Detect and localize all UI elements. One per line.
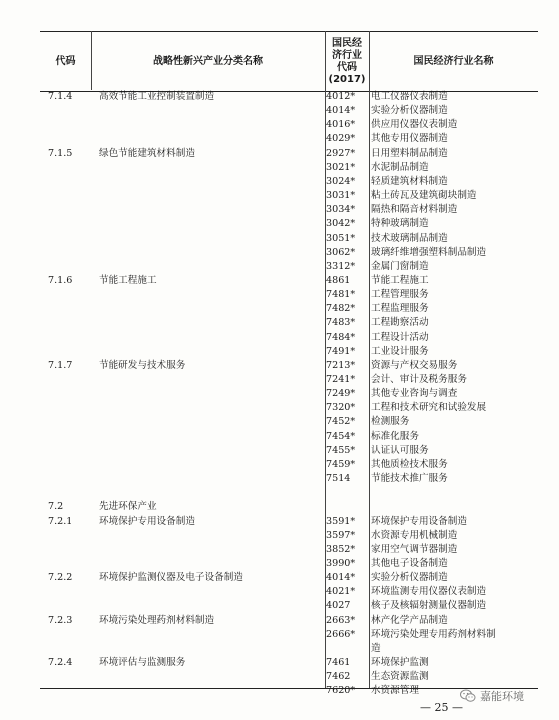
header-industry-code-line: 代码 — [337, 61, 357, 73]
row-industry-code: 7481* — [326, 289, 356, 301]
table-row — [40, 656, 538, 670]
header-industry-code — [325, 32, 369, 91]
row-industry-code: 2666* — [326, 628, 356, 640]
row-industry-code: 4014* — [326, 105, 356, 117]
row-code: 7.1.7 — [48, 359, 73, 371]
row-category: 先进环保产业 — [99, 501, 157, 513]
table-row — [40, 246, 538, 260]
row-category: 节能研发与技术服务 — [99, 359, 186, 371]
row-industry-code: 4861 — [326, 274, 351, 286]
header-category: 战略性新兴产业分类名称 — [153, 55, 263, 67]
table-row — [40, 260, 538, 274]
row-industry-name: 认证认可服务 — [371, 444, 429, 456]
row-industry-name: 水泥制品制造 — [371, 161, 429, 173]
table-row — [40, 175, 538, 189]
table-row — [40, 642, 538, 656]
row-industry-name: 粘土砖瓦及建筑砌块制造 — [371, 190, 477, 202]
table-row — [40, 373, 538, 387]
row-industry-name: 环境保护专用设备制造 — [371, 515, 467, 527]
row-code: 7.1.4 — [48, 91, 73, 102]
row-industry-code: 3021* — [326, 161, 356, 173]
row-industry-name: 工业设计服务 — [371, 345, 429, 357]
table-row — [40, 571, 538, 585]
row-industry-code: 4027 — [326, 600, 351, 612]
row-industry-code: 7320* — [326, 402, 356, 414]
wechat-icon — [460, 689, 476, 703]
header-code: 代码 — [55, 55, 76, 67]
row-category: 节能工程施工 — [99, 274, 157, 286]
table-row — [40, 274, 538, 288]
table-row — [40, 557, 538, 571]
table-row — [40, 515, 538, 529]
table-row — [40, 472, 538, 486]
table-row — [40, 345, 538, 359]
row-industry-name: 轻质建筑材料制造 — [371, 175, 448, 187]
row-industry-code: 3597* — [326, 529, 356, 541]
table-row — [40, 132, 538, 146]
row-industry-name: 电工仪器仪表制造 — [371, 91, 448, 102]
row-industry-code: 7483* — [326, 317, 356, 329]
table-row — [40, 203, 538, 217]
table-row — [40, 302, 538, 316]
row-industry-code: 4012* — [326, 91, 356, 102]
row-industry-name: 标准化服务 — [371, 430, 419, 442]
watermark-text: 嘉能环境 — [480, 690, 524, 703]
row-industry-name: 工程监理服务 — [371, 303, 429, 315]
header-industry-name: 国民经济行业名称 — [413, 55, 494, 67]
table-row — [40, 430, 538, 444]
table-row — [40, 670, 538, 684]
row-industry-code: 7213* — [326, 359, 356, 371]
row-industry-code: 3042* — [326, 218, 356, 230]
row-category: 环境保护专用设备制造 — [99, 515, 195, 527]
row-category: 环境污染处理药剂材料制造 — [99, 614, 215, 626]
row-industry-code: 3034* — [326, 204, 356, 216]
table-row — [40, 217, 538, 231]
row-industry-name: 其他电子设备制造 — [371, 557, 448, 569]
row-industry-code: 7514 — [326, 473, 351, 485]
row-industry-code: 4014* — [326, 572, 356, 584]
header-industry-code-line: 国民经 — [332, 37, 362, 49]
row-industry-code: 7452* — [326, 416, 356, 428]
table-row — [40, 316, 538, 330]
table-row — [40, 415, 538, 429]
row-industry-name: 林产化学产品制造 — [371, 614, 448, 626]
row-code: 7.1.5 — [48, 147, 73, 159]
row-industry-code: 7454* — [326, 430, 356, 442]
table-row — [40, 118, 538, 132]
table-row — [40, 288, 538, 302]
row-industry-code: 3051* — [326, 232, 356, 244]
row-industry-name: 检测服务 — [371, 416, 410, 428]
table-row — [40, 147, 538, 161]
row-industry-code: 7459* — [326, 458, 356, 470]
table-row — [40, 628, 538, 642]
row-industry-name: 节能技术推广服务 — [371, 473, 448, 485]
table-header — [40, 31, 538, 92]
row-industry-name: 水资源管理 — [371, 685, 419, 697]
row-industry-name: 其他专业咨询与调查 — [371, 388, 458, 400]
table-row — [40, 543, 538, 557]
header-industry-code-line: (2017) — [328, 73, 366, 85]
table-row — [40, 232, 538, 246]
row-industry-code: 3031* — [326, 190, 356, 202]
row-category: 高效节能工业控制装置制造 — [99, 91, 215, 102]
row-category: 绿色节能建筑材料制造 — [99, 147, 195, 159]
row-industry-name: 核子及核辐射测量仪器制造 — [371, 600, 487, 612]
row-industry-name: 实验分析仪器制造 — [371, 572, 448, 584]
table-row — [40, 614, 538, 628]
row-industry-code: 2927* — [326, 147, 356, 159]
row-code: 7.2 — [48, 501, 64, 513]
table-row — [40, 359, 538, 373]
table-row — [40, 90, 538, 104]
row-code: 7.2.2 — [48, 572, 73, 584]
row-industry-code: 7461 — [326, 657, 351, 668]
row-industry-code: 4029* — [326, 133, 356, 145]
row-industry-code: 7620* — [326, 685, 356, 697]
row-industry-name: 日用塑料制品制造 — [371, 147, 448, 159]
table-row — [40, 500, 538, 514]
row-industry-name: 隔热和隔音材料制造 — [371, 204, 458, 216]
row-industry-name: 家用空气调节器制造 — [371, 543, 458, 555]
row-industry-name: 金属门窗制造 — [371, 260, 429, 272]
header-industry-code-line: 济行业 — [332, 49, 362, 61]
row-code: 7.2.4 — [48, 657, 73, 668]
row-industry-code: 3312* — [326, 260, 356, 272]
row-industry-name: 会计、审计及税务服务 — [371, 374, 467, 385]
table-row — [40, 104, 538, 118]
row-industry-name: 节能工程施工 — [371, 274, 429, 286]
row-industry-name: 环境保护监测 — [371, 657, 429, 668]
row-industry-code: 3990* — [326, 557, 356, 569]
row-industry-name: 工程勘察活动 — [371, 317, 429, 329]
row-industry-code: 7241* — [326, 374, 356, 385]
row-industry-name: 特种玻璃制造 — [371, 218, 429, 230]
row-industry-code: 7249* — [326, 388, 356, 400]
table-row — [40, 486, 538, 500]
row-industry-code: 7462 — [326, 671, 351, 683]
row-category: 环境保护监测仪器及电子设备制造 — [99, 572, 243, 584]
row-industry-code: 3062* — [326, 246, 356, 258]
row-industry-code: 4016* — [326, 119, 356, 131]
row-industry-code: 2663* — [326, 614, 356, 626]
row-industry-name: 造 — [371, 642, 381, 654]
row-industry-name: 环境监测专用仪器仪表制造 — [371, 586, 487, 598]
header-divider — [91, 31, 92, 90]
row-industry-code: 7484* — [326, 331, 356, 343]
row-industry-name: 水资源专用机械制造 — [371, 529, 458, 541]
row-industry-name: 资源与产权交易服务 — [371, 359, 458, 371]
row-industry-name: 生态资源监测 — [371, 671, 429, 683]
row-industry-code: 4021* — [326, 586, 356, 598]
row-industry-name: 其他专用仪器制造 — [371, 133, 448, 145]
row-industry-code: 7491* — [326, 345, 356, 357]
table-row — [40, 529, 538, 543]
row-industry-name: 工程和技术研究和试验发展 — [371, 402, 487, 414]
table-row — [40, 161, 538, 175]
row-code: 7.2.1 — [48, 515, 73, 527]
table-row — [40, 444, 538, 458]
row-code: 7.1.6 — [48, 274, 73, 286]
table-row — [40, 599, 538, 613]
row-industry-code: 3024* — [326, 175, 356, 187]
row-industry-name: 玻璃纤维增强塑料制品制造 — [371, 246, 487, 258]
row-industry-name: 供应用仪器仪表制造 — [371, 119, 458, 131]
row-industry-code: 3591* — [326, 515, 356, 527]
row-industry-name: 技术玻璃制品制造 — [371, 232, 448, 244]
watermark — [460, 686, 524, 706]
row-industry-name: 实验分析仪器制造 — [371, 105, 448, 117]
row-industry-code: 3852* — [326, 543, 356, 555]
page-number: — 25 — — [420, 701, 463, 714]
row-industry-name: 工程管理服务 — [371, 289, 429, 301]
row-industry-code: 7455* — [326, 444, 356, 456]
table-row — [40, 585, 538, 599]
row-industry-name: 工程设计活动 — [371, 331, 429, 343]
row-code: 7.2.3 — [48, 614, 73, 626]
row-industry-name: 其他质检技术服务 — [371, 458, 448, 470]
table-row — [40, 401, 538, 415]
row-category: 环境评估与监测服务 — [99, 657, 186, 668]
table-row — [40, 458, 538, 472]
table-row — [40, 331, 538, 345]
table-row — [40, 387, 538, 401]
row-industry-code: 7482* — [326, 303, 356, 315]
table-row — [40, 189, 538, 203]
row-industry-name: 环境污染处理专用药剂材料制 — [371, 628, 496, 640]
